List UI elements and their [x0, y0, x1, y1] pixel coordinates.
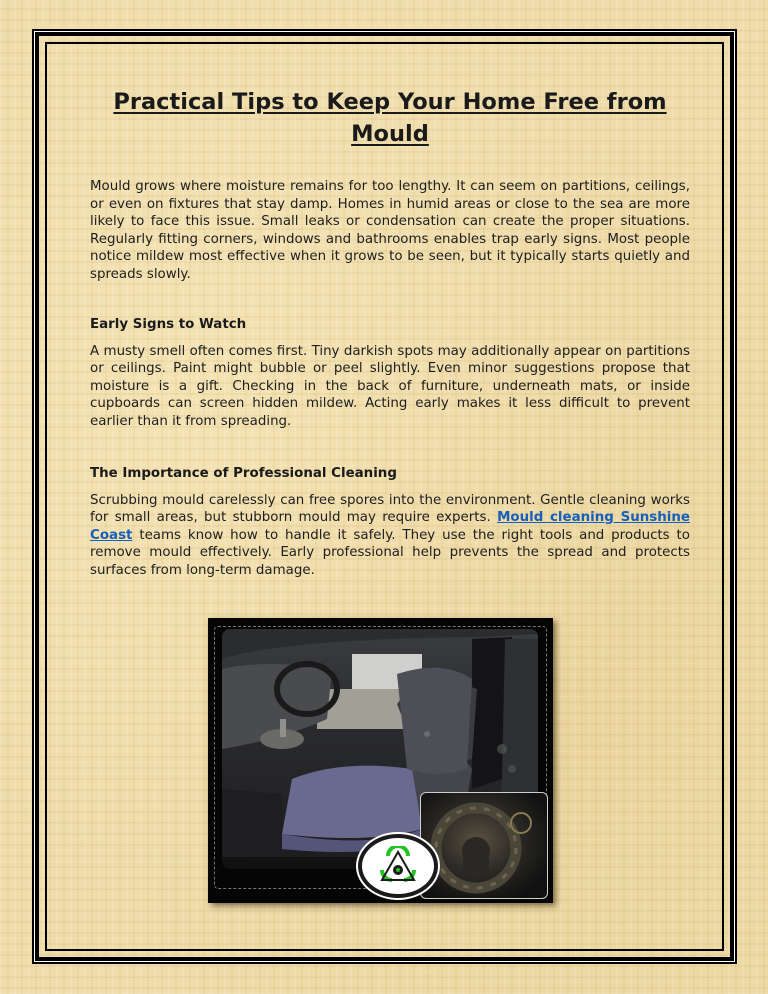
biohazard-icon [374, 846, 422, 886]
early-signs-paragraph: A musty smell often comes first. Tiny darkish spots may additionally appear on partitions or ceilings. Paint might bubble or peel slightly. Even minor suggestions propose that moisture is a gift. Checking in the back of furniture, underneath mats, or inside cupboards can screen hidden mildew. Acting early makes it less difficult to prevent earlier than it from spreading. [90, 343, 690, 429]
biohazard-badge [358, 834, 438, 898]
intro-paragraph: Mould grows where moisture remains for too lengthy. It can seem on partitions, ceilings, or even on fixtures that stay damp. Homes in humid areas or close to the sea are more likely to face this issue. Small leaks or condensation can create the proper situations. Regularly fitting corners, windows and bathrooms enables trap early signs. Most people notice mildew most effective when it grows to be seen, but it typically starts quietly and spreads slowly. [90, 179, 690, 282]
paragraph-text-before-link: Scrubbing mould carelessly can free spores into the environment. Gentle cleaning works for small areas, but stubborn mould may require experts. [90, 492, 690, 526]
professional-cleaning-paragraph [90, 492, 690, 580]
page-title: Practical Tips to Keep Your Home Free from Mould [113, 89, 667, 147]
steering-wheel-illustration [421, 793, 547, 898]
paragraph-text-after-link: teams know how to handle it safely. They use the right tools and products to remove mould effectively. Early professional help prevents the spread and protects surfaces from long-term damage. [90, 527, 690, 578]
section-heading-professional-cleaning: The Importance of Professional Cleaning [90, 465, 397, 481]
mould-cleaning-link[interactable]: Mould cleaning Sunshine Coast [90, 510, 690, 543]
steering-wheel-image [420, 792, 548, 899]
section-heading-early-signs: Early Signs to Watch [90, 316, 247, 332]
car-interior-photo [208, 618, 553, 903]
document-content [90, 86, 690, 580]
